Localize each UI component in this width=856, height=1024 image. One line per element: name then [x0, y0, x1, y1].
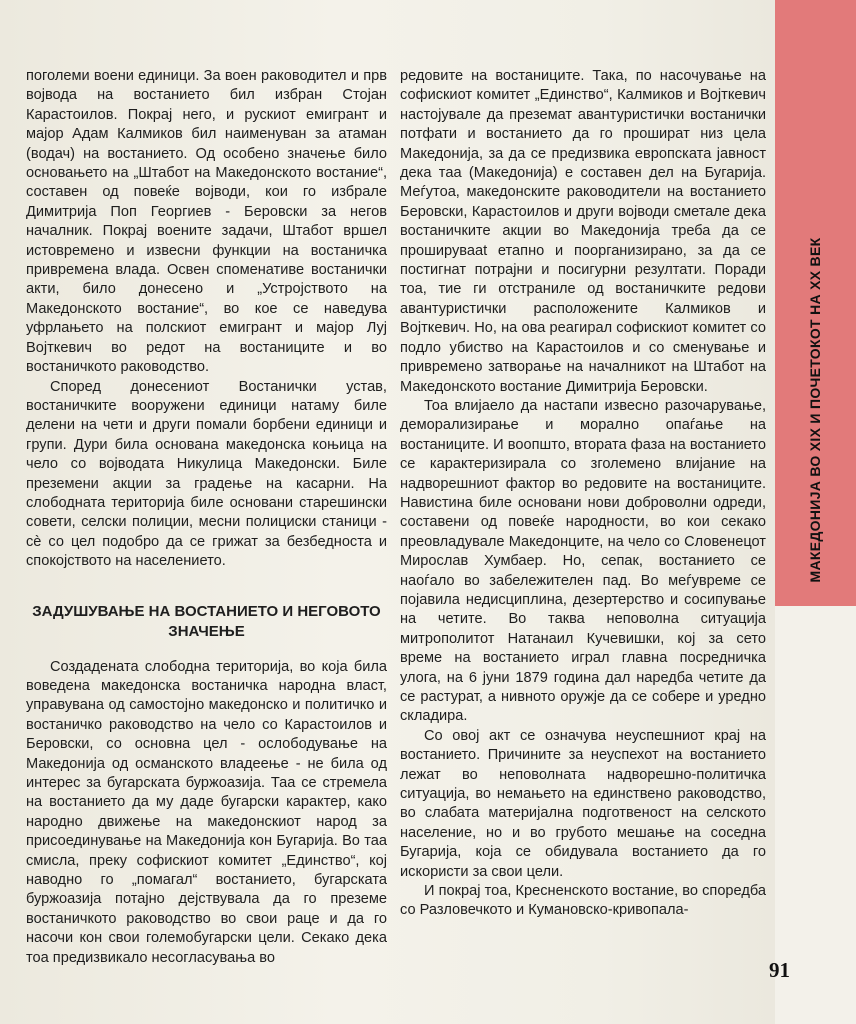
left-paragraph-1: поголеми воени единици. За воен раководител и прв војвода на востанието бил избран Стојан Карастоилов. Покрај него, и рускиот емигрант и мајор Адам Калмиков бил наименуван за атаман (водач) на востанието. Од особено значење било основањето на „Штабот на Македонското востание“, составен од повеќе војводи, кои го избрале Димитрија Поп Георгиев - Беровски за негов началник. Покрај воените задачи, Штабот вршел истовремено и извесни функции на востаничка привремена влада. Освен споменативе востанички акти, било донесено и „Устројството на Македонското востание“, во кое се наведува уфрлањето на полскиот емигрант и мајор Луј Војткевич во редот на востаниците и во востаничкото раководство. — [26, 68, 387, 376]
right-paragraph-1: редовите на востаниците. Така, по насочување на софискиот комитет „Единство“, Калмиков и Војткевич настојувале да преземат авантуристички востанички потфати и востанието да го прошират низ цела Македонија, за да се предизвика европската јавност дека таа (Македонија) е составен дел на Бугарија. Меѓутоа, македонските раководители на востанието Беровски, Карастоилов и други војводи сметале дека востаничките акции во Македонија треба да се проширувааt етапно и поорганизирано, за да се постигнат потрајни и посигурни резултати. Поради тоа, тие ги отстраниле од востаничките редови авантуристички расположените Калмиков и Војткевич. Но, на ова реагирал софискиот комитет со подло убиство на Карастоилов и со сменување и привремено затворање на началникот на Штабот на Македонското востание Димитрија Беровски. — [400, 68, 766, 395]
right-paragraph-4: И покрај тоа, Кресненското востание, во споредба со Разловечкото и Кумановско-кривопала- — [400, 883, 766, 919]
right-text-column — [400, 67, 766, 921]
right-paragraph-3: Со овој акт се означува неуспешниот крај на востанието. Причините за неуспехот на востанието лежат во неповолната надворешно-политичка ситуација, во немањето на единствено раководство, во слабата материјална подготвеност на селското население, но и во грубото мешање на соседна Бугарија, која се обидувала востанието да го искористи за свои цели. — [400, 727, 766, 880]
page-number: 91 — [769, 958, 790, 982]
left-paragraph-3: Создадената слободна територија, во која била воведена македонска востаничка народна власт, управувана од самостојно македонско и политичко и востаничко раководство на чело со Карастоилов и Беровски, со основна цел - ослободување на Македонија од османското владеење - не била од интерес за бугарската буржоазија. Таа се стремела на востанието да му даде бугарски карактер, како народно движење на македонскиот народ за присоединување на Македонија кон Бугарија. Во таа смисла, преку софискиот комитет „Единство“, кој наводно го „помагал“ востанието, бугарската буржоазија потајно дејствувала да го преземе востаничкото раководство во свои раце и да го насочи кон свои големобугарски цели. Секако дека тоа предизвикало несогласувања во — [26, 658, 387, 966]
left-paragraph-2: Според донесениот Востанички устав, востаничките вооружени единици натаму биле делени на чети и други помали борбени единици и групи. Дури била основана македонска коњица на чело со војводата Никулица Македонски. Биле преземени акции за градење на касарни. На слободната територија биле основани старешински совети, селски полиции, месни полициски станици - сè со цел подобро да се грижат за безбедноста и спокојството на населението. — [26, 378, 387, 570]
right-paragraph-2: Тоа влијаело да настапи извесно разочарување, деморализирање и морално опаѓање на востаниците. И воопшто, втората фаза на востанието се карактеризирала со зголемено влијание на надворешниот фактор во редовите на востаниците. Навистина биле основани нови доброволни одреди, составени од повеќе народности, во кои секако преовладувале Македонците, на чело со Словенецот Мирослав Хумбаер. Но, сепак, востанието се наоѓало во забележителен пад. Во меѓувреме се појавила недисциплина, дезертерство и сосипување на четите. Во таква неповолна ситуација митрополитот Натанаил Кучевишки, кој за сето време на востанието играл главна посредничка улога, на 6 јуни 1879 година дал наредба четите да се растурат, а нивното оружје да се собере и уредно складира. — [400, 397, 766, 725]
left-text-column — [26, 67, 387, 968]
section-heading: ЗАДУШУВАЊЕ НА ВОСТАНИЕТО И НЕГОВОТО ЗНАЧЕЊЕ — [32, 602, 381, 640]
chapter-tab-title: МАКЕДОНИЈА ВО XIX И ПОЧЕТОКОТ НА XX ВЕК — [807, 237, 823, 583]
